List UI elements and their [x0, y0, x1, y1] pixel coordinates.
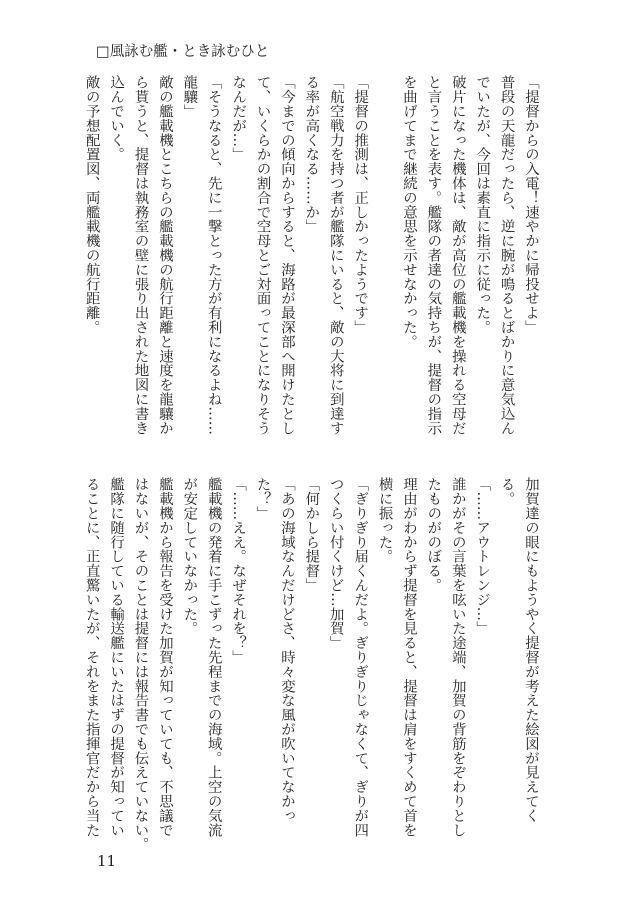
text-line: ることに、正直驚いたが、それをまた指揮官だから当た: [83, 477, 100, 837]
text-line: 龍驤」: [181, 75, 198, 119]
text-line: なんだが…」: [230, 75, 247, 162]
page-number: 11: [97, 852, 117, 870]
text-line: た？」: [254, 477, 271, 521]
text-line: と言うことを表す。艦隊の者達の気持ちが、提督の指示: [425, 75, 442, 435]
top-text-tier: [77, 75, 543, 437]
text-line: を曲げてまで継続の意思を示せなかった。: [400, 75, 417, 349]
text-line: 「提督の推測は、正しかったようです」: [352, 75, 369, 335]
text-line: 誰かがその言葉を呟いた途端、加賀の背筋をぞわりとし: [449, 477, 466, 837]
text-line: 「提督からの入電！速やかに帰投せよ」: [523, 75, 539, 335]
text-line: はないが、そのことは提督には報告書でも伝えていない。: [132, 477, 149, 852]
text-line: 加賀達の眼にもようやく提督が考えた絵図が見えてく: [523, 477, 539, 823]
text-line: たものがのぼる。: [425, 477, 442, 593]
bottom-text-tier: [77, 477, 543, 852]
text-line: 横に振った。: [376, 477, 393, 564]
text-line: 理由がわからず提督を見ると、提督は肩をすくめて首を: [400, 477, 417, 837]
text-line: 「そうなると、先に一撃とった方が有利になるよね……: [205, 75, 222, 435]
chapter-title: □風詠む艦・とき詠むひと: [96, 44, 270, 60]
text-line: 破片になった機体は、敵が高位の艦載機を操れる空母だ: [449, 75, 466, 435]
text-line: つくらい付くけど…加賀」: [327, 477, 344, 650]
blank-line: [372, 75, 396, 437]
text-line: て、いくらかの割合で空母とご対面ってことになりそう: [254, 75, 271, 435]
text-line: 「あの海域なんだけどさ、時々変な風が吹いてなかっ: [278, 477, 295, 823]
text-line: 敵の艦載機とこちらの艦載機の航行距離と速度を龍驤か: [156, 75, 173, 435]
text-line: 「何かしら提督」: [303, 477, 320, 593]
text-line: 「……ええ。なぜそれを？」: [230, 477, 247, 665]
text-line: 「航空戦力を持つ者が艦隊にいると、敵の大将に到達す: [327, 75, 344, 435]
text-line: 「ぎりぎり届くんだよ。ぎりぎりじゃなくて、ぎりが四: [352, 477, 369, 837]
text-line: ら貰うと、提督は執務室の壁に張り出された地図に書き: [132, 75, 149, 435]
text-line: 「……アウトレンジ…」: [474, 477, 491, 636]
text-line: でいたが、今回は素直に指示に従った。: [474, 75, 491, 335]
text-line: 普段の天龍だったら、逆に腕が鳴るとばかりに意気込ん: [498, 75, 515, 435]
text-line: 「今までの傾向からすると、海路が最深部へ開けたとし: [278, 75, 295, 435]
text-line: が安定していなかった。: [181, 477, 198, 636]
text-line: 敵の予想配置図、両艦載機の航行距離。: [83, 75, 100, 335]
text-line: 艦載機から報告を受けた加賀が知っていても、不思議で: [156, 477, 173, 837]
text-line: る。: [498, 477, 515, 506]
text-line: 艦載機の発着に手こずった先程までの海域。上空の気流: [205, 477, 222, 837]
text-line: 艦隊に随行している輸送艦にいたはずの提督が知ってい: [108, 477, 125, 837]
text-line: る率が高くなる……か」: [303, 75, 320, 234]
text-line: 込んでいく。: [108, 75, 125, 162]
